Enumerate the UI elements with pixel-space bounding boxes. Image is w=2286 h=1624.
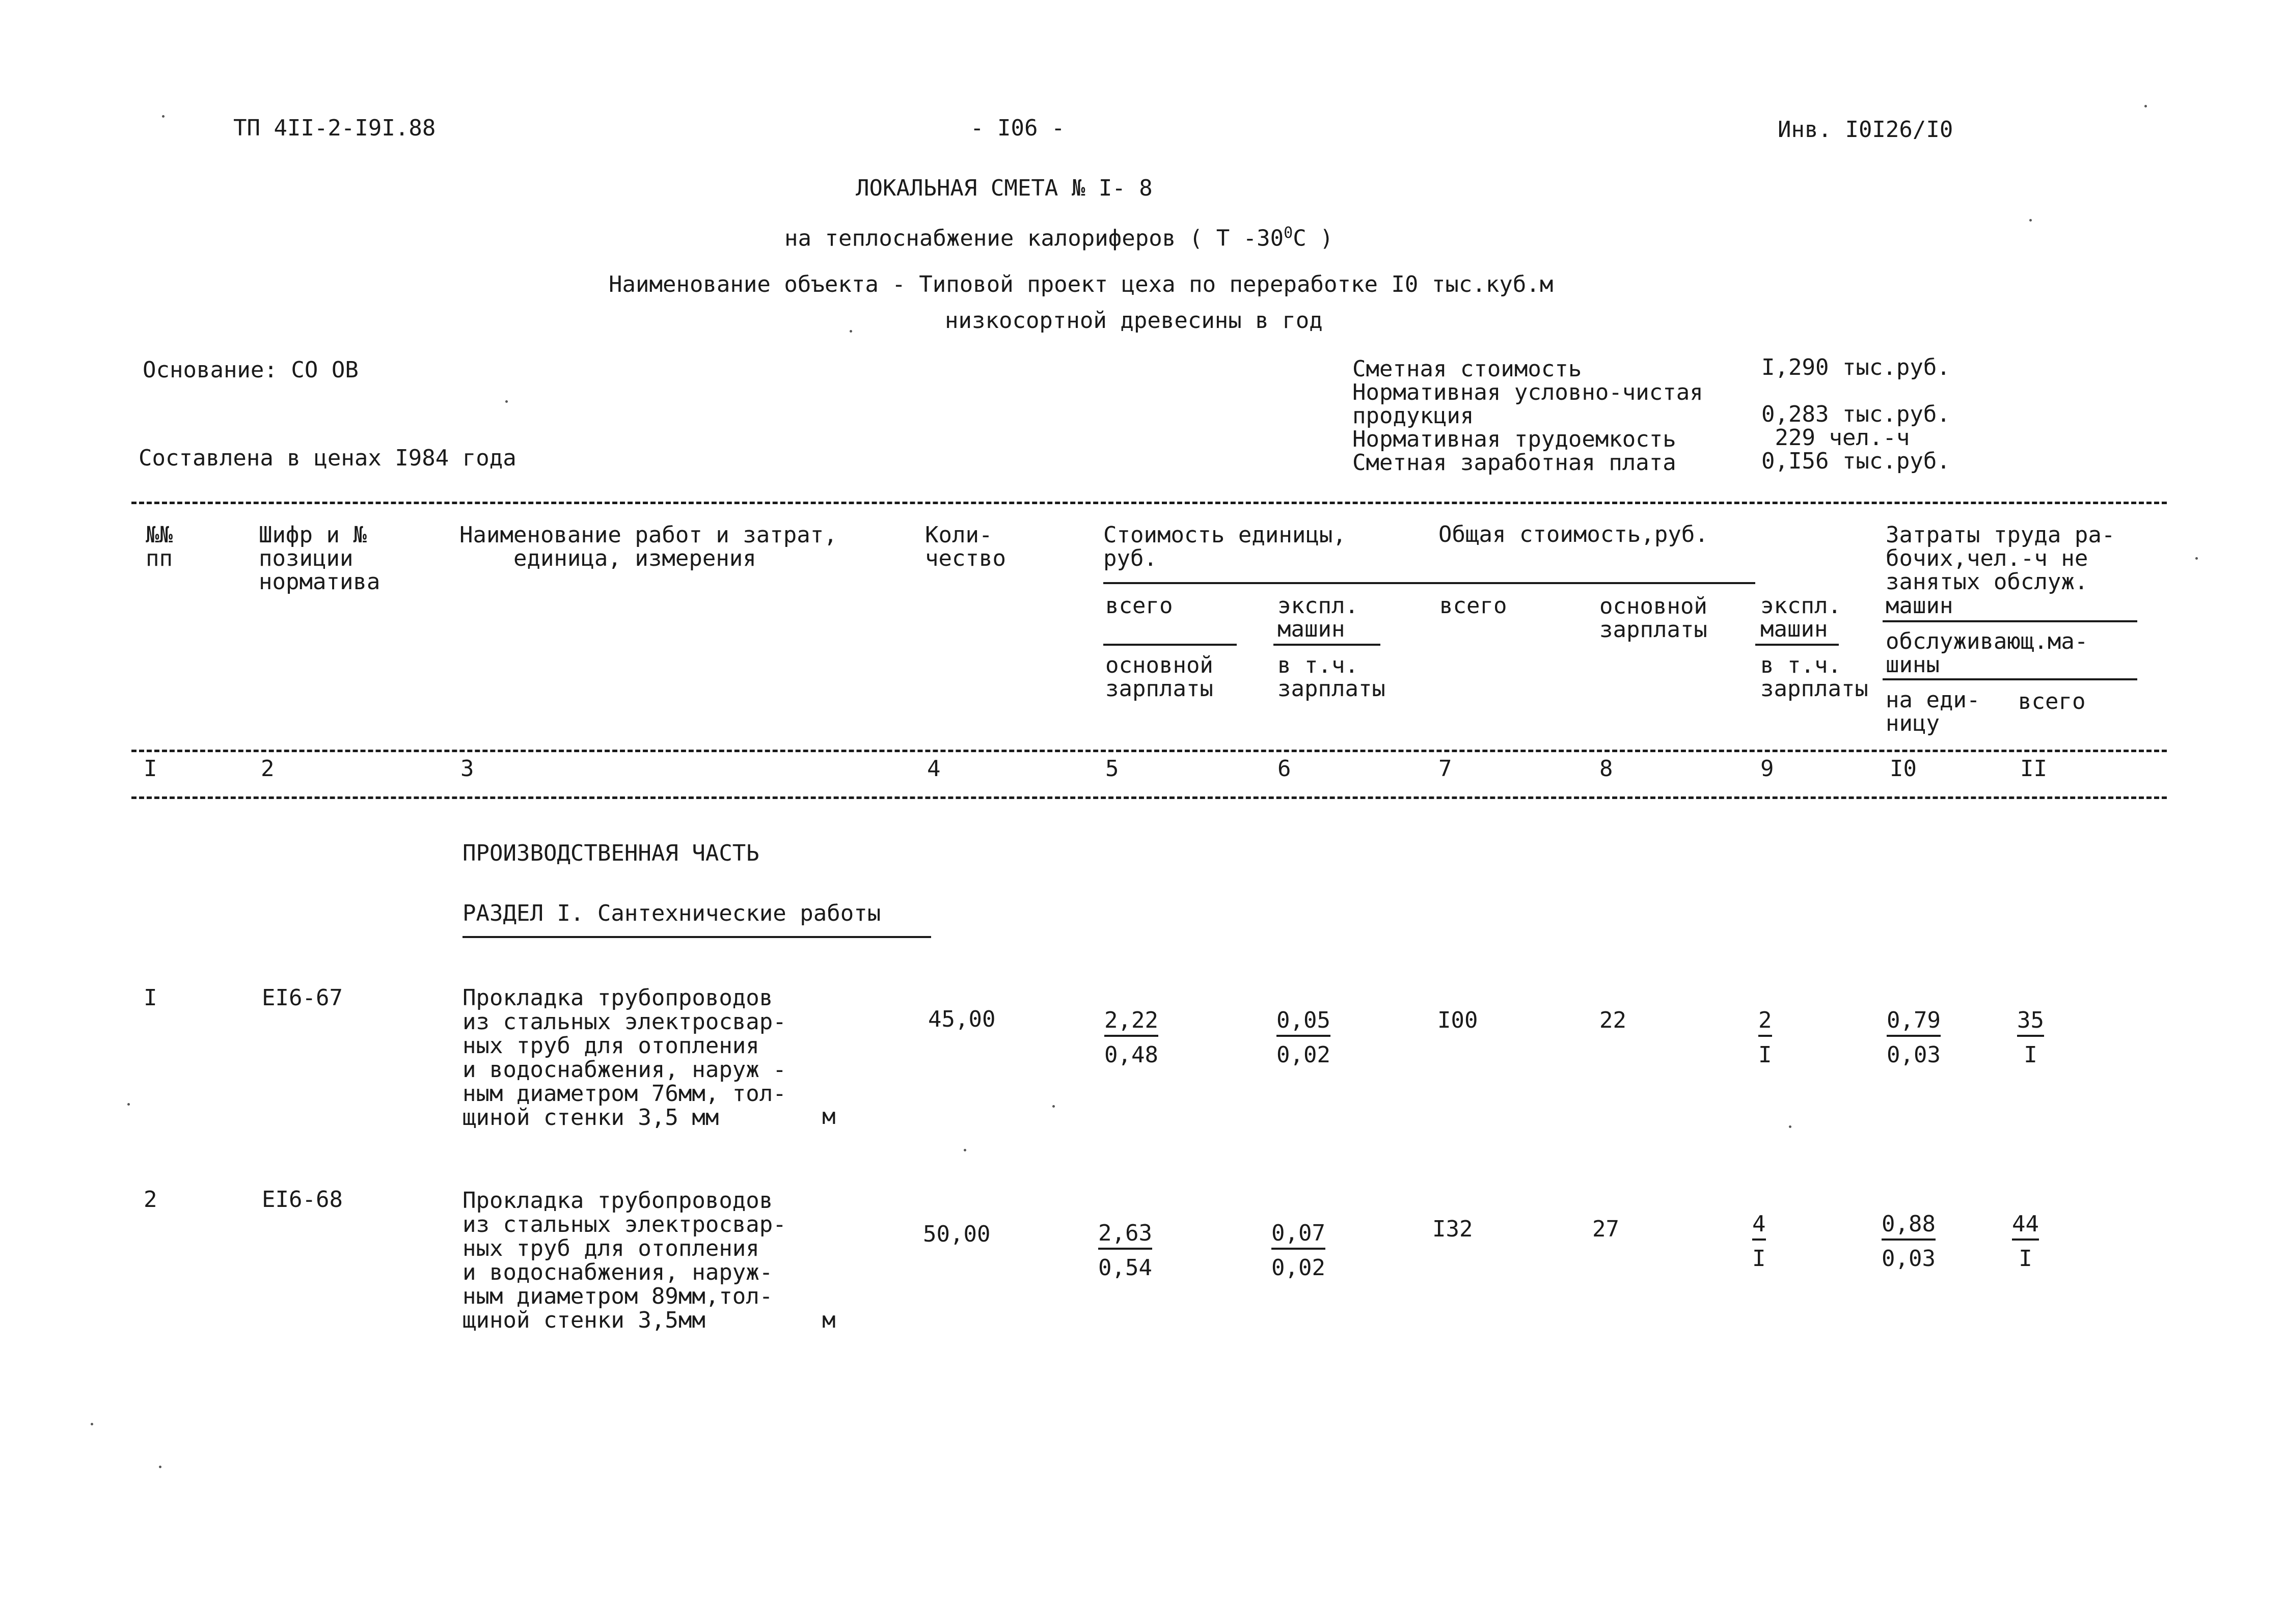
summary-value-product: 0,283 тыс.руб. bbox=[1761, 401, 1950, 427]
scan-speck bbox=[505, 400, 508, 403]
row-unit-mach: $\frac{0,07}{0,02}$ bbox=[1271, 1220, 1325, 1281]
row-total-wage: 27 bbox=[1592, 1216, 1619, 1242]
header-unit-mach: экспл. bbox=[1277, 593, 1358, 619]
header-unit-incl: в т.ч. зарплаты bbox=[1277, 652, 1385, 702]
row-quantity: 50,00 bbox=[923, 1221, 991, 1247]
col-number-3: 3 bbox=[460, 756, 474, 782]
scan-speck bbox=[2195, 557, 2198, 560]
row-description: Прокладка трубопроводов из стальных электросвар- ных труб для отопления и водоснабжения, наруж - ным диаметром 76мм, тол- щиной стенки 3,5 мм bbox=[462, 985, 786, 1131]
summary-value-cost: I,290 тыс.руб. bbox=[1761, 354, 1950, 380]
scan-speck bbox=[1789, 1125, 1791, 1128]
header-col-quantity: Коли- чество bbox=[925, 522, 1006, 571]
row-unit-mach: $\frac{0,05}{0,02}$ bbox=[1276, 1007, 1330, 1068]
header-labor-serv: обслуживающ.ма- bbox=[1886, 628, 2088, 654]
row-labor-unit: $\frac{0,88}{0,03}$ bbox=[1882, 1211, 1936, 1272]
inventory-number: Инв. I0I26/I0 bbox=[1778, 117, 1953, 143]
header-labor-unit: на еди- ницу bbox=[1886, 687, 1980, 736]
document-code: ТП 4II-2-I9I.88 bbox=[233, 115, 436, 141]
row-labor-total: $\frac{44}{I}$ bbox=[2012, 1211, 2039, 1272]
summary-value-wage: 0,I56 тыс.руб. bbox=[1761, 448, 1950, 474]
header-labor-serv-rule bbox=[1883, 678, 2137, 680]
section-heading: РАЗДЕЛ I. Сантехнические работы bbox=[462, 900, 881, 926]
col-number-10: I0 bbox=[1890, 756, 1917, 782]
column-numbers-rule bbox=[131, 796, 2167, 799]
col-number-5: 5 bbox=[1105, 756, 1119, 782]
header-col-number: №№ пп bbox=[146, 522, 173, 571]
header-unit-total-rule bbox=[1103, 644, 1237, 646]
header-unit-cost-rule bbox=[1103, 582, 1755, 584]
basis-label: Основание: СО ОВ bbox=[143, 357, 359, 383]
header-total-incl: в т.ч. зарплаты bbox=[1760, 652, 1868, 702]
header-unit-mach-rule bbox=[1273, 644, 1380, 646]
header-total-all: всего bbox=[1439, 593, 1507, 619]
summary-label-product: Нормативная условно-чистая bbox=[1352, 379, 1703, 405]
header-unit-wage: основной зарплаты bbox=[1105, 652, 1213, 702]
summary-value-labor: 229 чел.-ч bbox=[1761, 425, 1910, 451]
header-total-mach: экспл. bbox=[1760, 593, 1841, 619]
header-labor-rule bbox=[1883, 620, 2137, 622]
row-number: I bbox=[144, 985, 157, 1011]
col-number-8: 8 bbox=[1599, 756, 1613, 782]
scan-speck bbox=[964, 1149, 966, 1151]
row-unit-cost: $\frac{2,63}{0,54}$ bbox=[1098, 1220, 1152, 1281]
col-number-1: I bbox=[144, 756, 157, 782]
header-total-wage: основной зарплаты bbox=[1599, 593, 1707, 643]
section-heading-underline bbox=[462, 936, 931, 938]
header-labor: Затраты труда ра- бочих,чел.-ч не занятых обслуж. bbox=[1886, 522, 2115, 595]
scan-speck bbox=[2029, 219, 2032, 222]
estimate-title: ЛОКАЛЬНАЯ СМЕТА № I- 8 bbox=[856, 175, 1153, 201]
header-labor-total: всего bbox=[2018, 689, 2086, 714]
col-number-6: 6 bbox=[1277, 756, 1291, 782]
scan-speck bbox=[127, 1103, 130, 1106]
col-number-4: 4 bbox=[927, 756, 941, 782]
scan-speck bbox=[850, 330, 852, 333]
header-total-cost: Общая стоимость,руб. bbox=[1438, 521, 1708, 547]
row-total-cost: I32 bbox=[1432, 1216, 1473, 1242]
col-number-2: 2 bbox=[261, 756, 275, 782]
row-code: EI6-67 bbox=[262, 985, 343, 1011]
table-top-rule bbox=[131, 502, 2167, 504]
scan-speck bbox=[91, 1423, 93, 1425]
header-col-code: Шифр и № позиции норматива bbox=[259, 522, 380, 595]
object-name-cont: низкосортной древесины в год bbox=[945, 308, 1323, 334]
price-level: Составлена в ценах I984 года bbox=[139, 445, 516, 471]
row-unit: м bbox=[822, 1307, 836, 1333]
header-total-mach-rule bbox=[1755, 644, 1839, 646]
scan-speck bbox=[159, 1466, 161, 1468]
header-unit-total: всего bbox=[1105, 593, 1173, 619]
row-labor-unit: $\frac{0,79}{0,03}$ bbox=[1887, 1007, 1941, 1068]
row-total-cost: I00 bbox=[1437, 1007, 1478, 1033]
row-description: Прокладка трубопроводов из стальных электросвар- ных труб для отопления и водоснабжения, наруж- ным диаметром 89мм,тол- щиной стенки 3,5мм bbox=[462, 1188, 786, 1333]
page-number: - I06 - bbox=[970, 115, 1065, 141]
scan-speck bbox=[162, 115, 165, 118]
scan-speck bbox=[1052, 1105, 1055, 1108]
header-bottom-rule bbox=[131, 750, 2167, 752]
row-number: 2 bbox=[144, 1187, 157, 1213]
col-number-9: 9 bbox=[1760, 756, 1774, 782]
row-total-mach: $\frac{4}{I}$ bbox=[1752, 1211, 1766, 1272]
col-number-7: 7 bbox=[1438, 756, 1452, 782]
header-labor-mach: машин bbox=[1886, 593, 1953, 619]
header-labor-serv2: шины bbox=[1886, 652, 1940, 678]
row-unit-cost: $\frac{2,22}{0,48}$ bbox=[1104, 1007, 1158, 1068]
part-heading: ПРОИЗВОДСТВЕННАЯ ЧАСТЬ bbox=[462, 840, 759, 866]
row-unit: м bbox=[822, 1104, 836, 1130]
row-code: EI6-68 bbox=[262, 1187, 343, 1213]
row-total-mach: $\frac{2}{I}$ bbox=[1758, 1007, 1772, 1068]
summary-label-labor: Нормативная трудоемкость bbox=[1352, 426, 1676, 452]
row-total-wage: 22 bbox=[1599, 1007, 1626, 1033]
estimate-subtitle: на теплоснабжение калориферов ( Т $-30^0С$ ) bbox=[784, 224, 1334, 252]
object-name: Наименование объекта - Типовой проект цеха по переработке I0 тыс.куб.м bbox=[609, 271, 1554, 297]
header-total-mach2: машин bbox=[1760, 616, 1828, 642]
summary-label-wage: Сметная заработная плата bbox=[1352, 450, 1676, 476]
header-unit-cost: Стоимость единицы, руб. bbox=[1103, 522, 1346, 571]
col-number-11: II bbox=[2020, 756, 2047, 782]
header-col-name: Наименование работ и затрат, единица, измерения bbox=[459, 522, 837, 571]
row-quantity: 45,00 bbox=[928, 1006, 996, 1032]
header-unit-mach2: машин bbox=[1277, 616, 1345, 642]
summary-label-product-cont: продукция bbox=[1352, 403, 1474, 429]
scan-speck bbox=[2144, 105, 2147, 107]
row-labor-total: $\frac{35}{I}$ bbox=[2017, 1007, 2044, 1068]
summary-label-cost: Сметная стоимость bbox=[1352, 356, 1582, 382]
